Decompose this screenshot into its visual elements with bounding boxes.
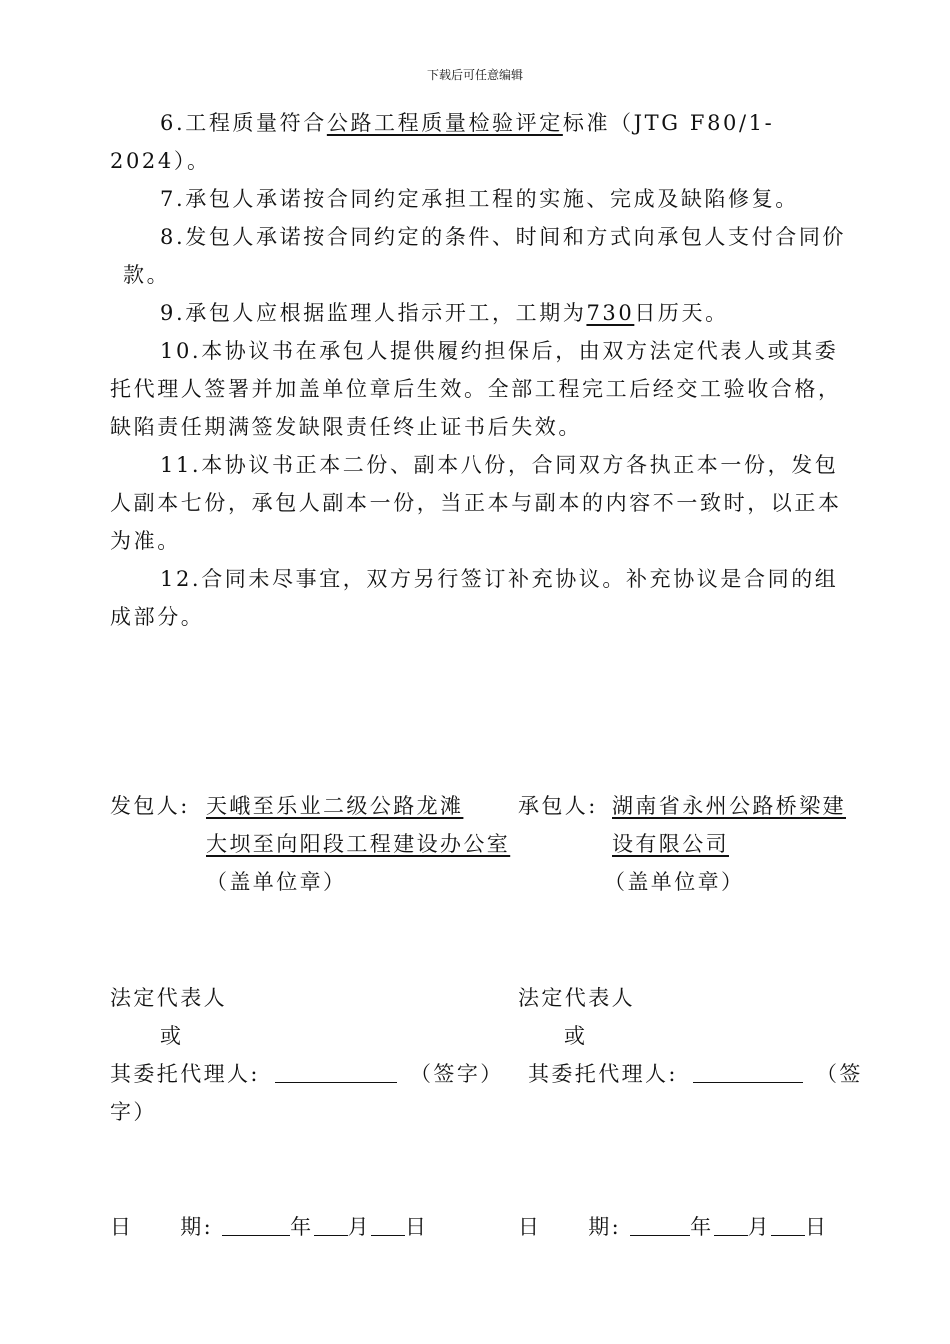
- contractor-label: 承包人:: [518, 794, 598, 818]
- employer-label: 发包人:: [110, 794, 190, 818]
- contractor-signature-blank[interactable]: [693, 1064, 803, 1083]
- clause-8: 8.发包人承诺按合同约定的条件、时间和方式向承包人支付合同价: [160, 225, 847, 249]
- employer-legal-rep: 法定代表人: [110, 986, 227, 1010]
- contractor-legal-rep: 法定代表人: [518, 986, 635, 1010]
- employer-name-line1: 天峨至乐业二级公路龙滩: [206, 794, 464, 818]
- agreement-clauses: [110, 104, 860, 636]
- contractor-sign-note: （签: [816, 1062, 863, 1086]
- contractor-agent-label: 其委托代理人:: [528, 1062, 678, 1086]
- employer-agent-label: 其委托代理人:: [110, 1062, 260, 1086]
- contractor-year-blank[interactable]: [630, 1217, 690, 1236]
- clause-10: 10.本协议书在承包人提供履约担保后，由双方法定代表人或其委托代理人签署并加盖单位章后生效。全部工程完工后经交工验收合格，缺陷责任期满签发缺限责任终止证书后失效。: [110, 339, 842, 439]
- contractor-date-label: 日 期:: [518, 1215, 622, 1239]
- duration-days: 730: [586, 301, 635, 325]
- contractor-or: 或: [564, 1024, 588, 1048]
- employer-signature-blank[interactable]: [275, 1064, 397, 1083]
- contractor-seal: （盖单位章）: [604, 870, 745, 894]
- employer-month-blank[interactable]: [314, 1217, 348, 1236]
- contractor-agent-line: [528, 1058, 863, 1088]
- employer-or: 或: [160, 1024, 184, 1048]
- employer-sign-note: （签字）: [410, 1062, 504, 1086]
- clause-9: 9.承包人应根据监理人指示开工，工期为730日历天。: [160, 301, 729, 325]
- employer-day-blank[interactable]: [371, 1217, 405, 1236]
- clause-8-cont: 款。: [123, 263, 171, 287]
- contractor-name-line1: 湖南省永州公路桥梁建: [612, 794, 846, 818]
- contractor-sign-note-cont: 字）: [110, 1100, 157, 1124]
- employer-agent-line: [110, 1058, 504, 1088]
- employer-seal: （盖单位章）: [206, 870, 347, 894]
- contractor-name-line2: 设有限公司: [612, 832, 729, 856]
- page-header: 下载后可任意编辑: [426, 68, 523, 82]
- employer-date-label: 日 期:: [110, 1215, 214, 1239]
- clause-6: 6.工程质量符合公路工程质量检验评定标准（JTG F80/1-2024）。: [110, 111, 775, 173]
- clause-7: 7.承包人承诺按合同约定承担工程的实施、完成及缺陷修复。: [160, 187, 799, 211]
- contractor-date: 日 期: 年 月 日: [518, 1215, 829, 1239]
- clause-11: 11.本协议书正本二份、副本八份，合同双方各执正本一份，发包人副本七份，承包人副本一份，当正本与副本的内容不一致时，以正本为准。: [110, 453, 842, 553]
- contractor-day-blank[interactable]: [771, 1217, 805, 1236]
- clause-12: 12.合同未尽事宜，双方另行签订补充协议。补充协议是合同的组成部分。: [110, 567, 839, 629]
- contractor-month-blank[interactable]: [714, 1217, 748, 1236]
- employer-date: 日 期: 年 月 日: [110, 1215, 429, 1239]
- employer-year-blank[interactable]: [222, 1217, 290, 1236]
- standard-name: 公路工程质量检验评定: [326, 111, 563, 135]
- employer-name-line2: 大坝至向阳段工程建设办公室: [206, 832, 511, 856]
